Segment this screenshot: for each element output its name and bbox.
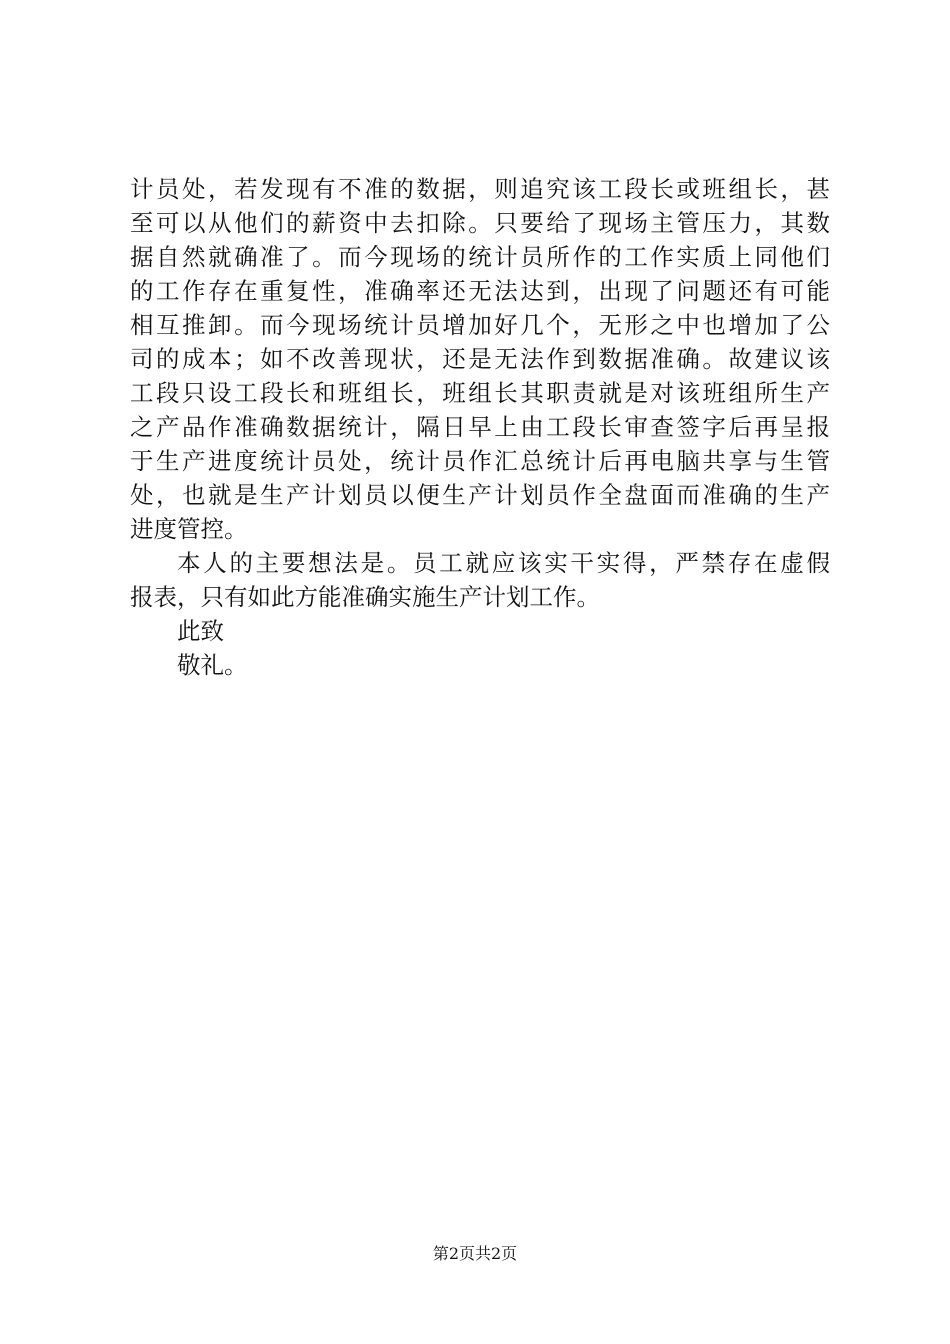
paragraph-line: 处，也就是生产计划员以便生产计划员作全盘面而准确的生产 — [130, 481, 830, 509]
document-body — [130, 172, 830, 682]
paragraph-line: 报表，只有如此方能准确实施生产计划工作。 — [130, 583, 600, 611]
closing-regards: 敬礼。 — [177, 651, 248, 679]
paragraph-line: 本人的主要想法是。员工就应该实干实得，严禁存在虚假 — [177, 549, 830, 577]
paragraph-line: 进度管控。 — [130, 515, 248, 543]
paragraph-line: 据自然就确准了。而今现场的统计员所作的工作实质上同他们 — [130, 243, 830, 271]
page-total: 共2页 — [475, 1244, 518, 1263]
paragraph-line: 的工作存在重复性，准确率还无法达到，出现了问题还有可能 — [130, 277, 830, 305]
paragraph-line: 于生产进度统计员处，统计员作汇总统计后再电脑共享与生管 — [130, 447, 830, 475]
page-number: 第2页 — [432, 1244, 475, 1263]
paragraph-line: 工段只设工段长和班组长，班组长其职责就是对该班组所生产 — [130, 379, 830, 407]
paragraph-line: 之产品作准确数据统计，隔日早上由工段长审查签字后再呈报 — [130, 413, 830, 441]
paragraph-line: 相互推卸。而今现场统计员增加好几个，无形之中也增加了公 — [130, 311, 830, 339]
closing-salutation: 此致 — [177, 617, 224, 645]
paragraph-line: 计员处，若发现有不准的数据，则追究该工段长或班组长，甚 — [130, 175, 830, 203]
paragraph-line: 司的成本；如不改善现状，还是无法作到数据准确。故建议该 — [130, 345, 830, 373]
page-footer — [0, 1243, 950, 1265]
paragraph-line: 至可以从他们的薪资中去扣除。只要给了现场主管压力，其数 — [130, 209, 830, 237]
